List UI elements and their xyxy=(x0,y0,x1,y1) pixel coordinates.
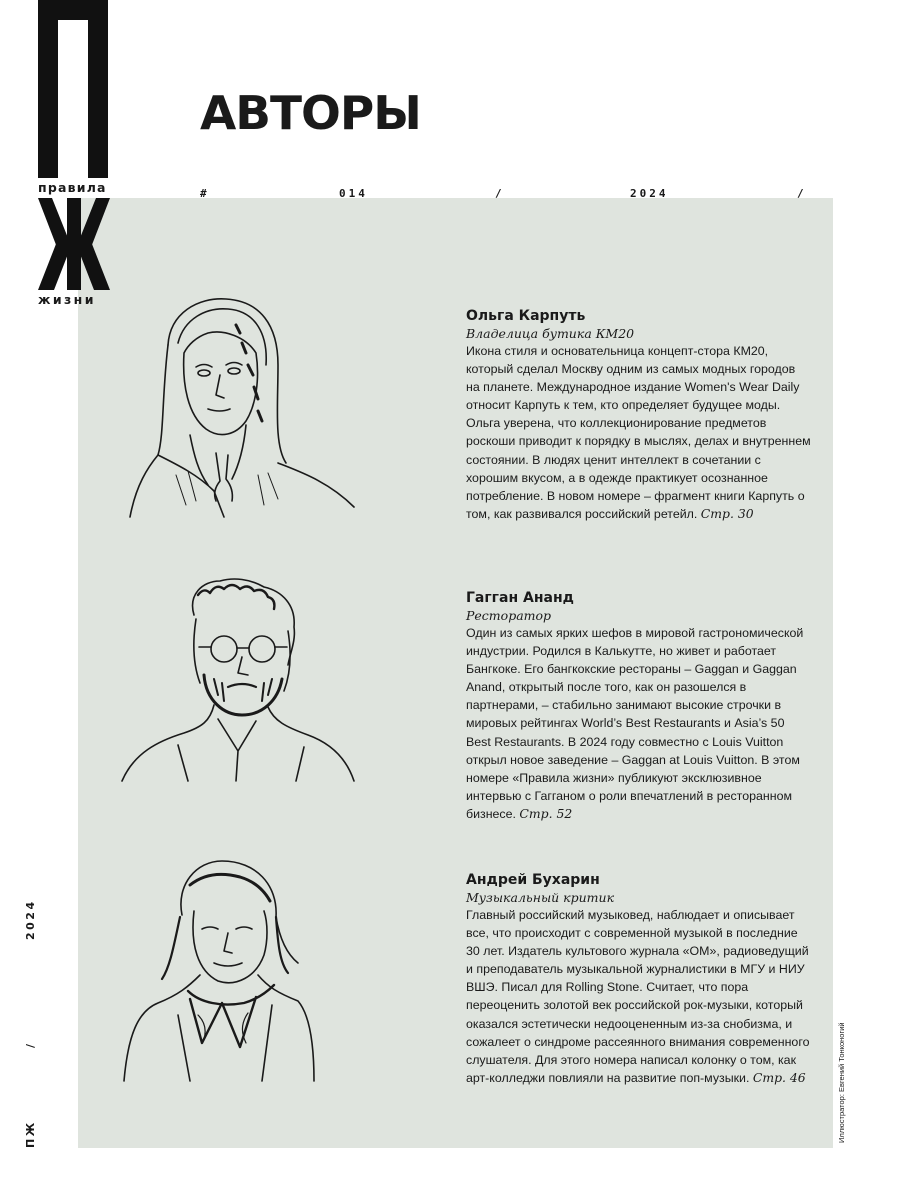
portrait-anand xyxy=(118,575,358,785)
author-role: Владелица бутика КМ20 xyxy=(466,326,635,341)
issue-year: 2024 xyxy=(630,187,669,200)
author-bio-text: Икона стиля и основательница концепт-стора КМ20, который сделал Москву одним из самых модных городов на планете. Международное издание Women's Wear Daily относит Карпуть к тем, кто определяет будущее моды. Ольга уверена, что коллекционирование предметов роскоши приводит к порядку в мыслях, делах и внутреннем состоянии. В людях ценит интеллект в сочетании с хорошим вкусом, а в одежде практикует осознанное потребление. В новом номере – фрагмент книги Карпуть о том, как развивался российский ретейл. xyxy=(466,344,811,521)
author-bio-text: Один из самых ярких шефов в мировой гастрономической индустрии. Родился в Калькутте, но живет и работает Бангкоке. Его бангкокские рестораны – Gaggan и Gaggan Anand, открытый после того, как он разошелся в партнерами, – стабильно занимают высокие строчки в мировых рейтингах World’s Best Restaurants и Asia’s 50 Best Restaurants. В 2024 году совместно с Louis Vuitton открыл новое заведение – Gaggan at Louis Vuitton. В этом номере «Правила жизни» публикуют эксклюзивное интервью с Гагганом о роли впечатлений в ресторанном бизнесе. xyxy=(466,626,804,821)
page-reference: Стр. 30 xyxy=(700,505,754,521)
author-name: Гагган Ананд xyxy=(466,590,574,606)
issue-number: 014 xyxy=(339,187,368,200)
page-title: АВТОРЫ xyxy=(200,86,421,140)
portrait-bukharin xyxy=(118,855,318,1085)
author-bukharin xyxy=(466,872,811,1087)
author-bio xyxy=(466,624,811,823)
author-bio xyxy=(466,906,811,1087)
author-name: Андрей Бухарин xyxy=(466,872,600,888)
page-reference: Стр. 52 xyxy=(519,805,573,821)
author-bio xyxy=(466,342,811,523)
issue-hash: # xyxy=(200,187,210,200)
author-role: Музыкальный критик xyxy=(466,890,615,905)
logo-letter-zh xyxy=(38,198,110,290)
logo-letter-p xyxy=(38,0,108,178)
logo-bottom-word: жизни xyxy=(38,292,96,307)
author-bio-text: Главный российский музыковед, наблюдает и описывает все, что происходит с современной музыкой в последние 30 лет. Издатель культового журнала «ОМ», радиоведущий и преподаватель музыкальной журналистики в МГУ и НИУ ВШЭ. Писал для Rolling Stone. Считает, что пора переоценить золотой век российской рок-музыки, который оказался эстетически недооцененным из-за снобизма, и сожалеет о синдроме рассеянного внимания современного слушателя. Для этого номера написал колонку о том, как арт-колледжи повлияли на развитие поп-музыки. xyxy=(466,908,810,1085)
author-anand xyxy=(466,590,811,823)
author-name: Ольга Карпуть xyxy=(466,308,586,324)
author-karput xyxy=(466,308,811,523)
logo-top-word: правила xyxy=(38,180,107,195)
side-mark: ПЖ xyxy=(24,1120,37,1148)
issue-slash-end: / xyxy=(797,187,807,200)
side-slash: / xyxy=(24,1041,37,1048)
page-reference: Стр. 46 xyxy=(752,1069,806,1085)
side-year: 2024 xyxy=(24,899,37,940)
issue-slash: / xyxy=(495,187,505,200)
portrait-karput xyxy=(128,295,358,520)
illustrator-credit: Иллюстратор: Евгений Тонконогий xyxy=(837,1022,846,1143)
author-role: Ресторатор xyxy=(466,608,552,623)
